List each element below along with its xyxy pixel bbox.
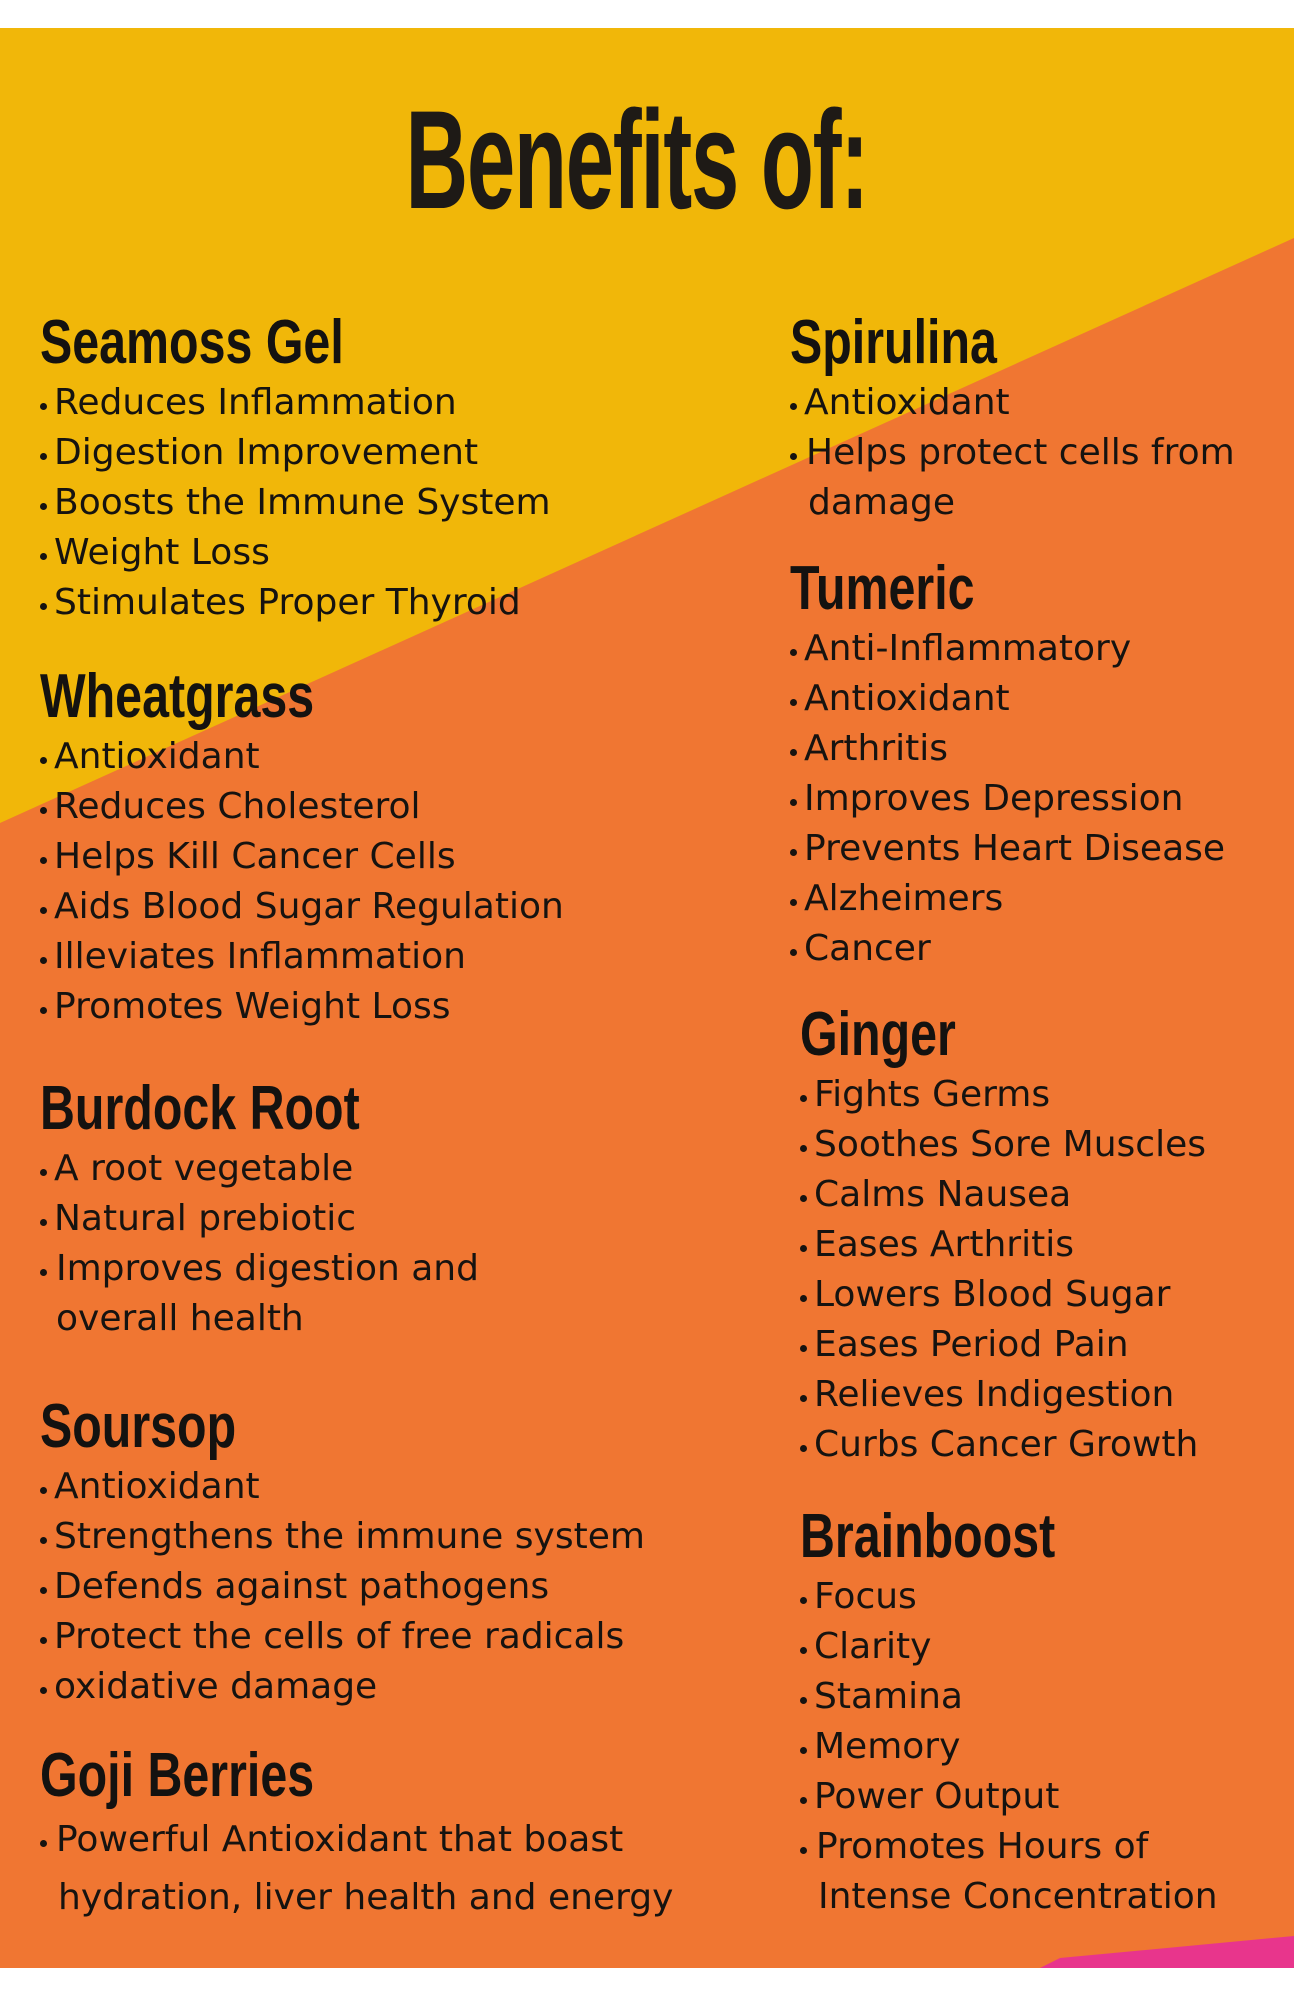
list-item: Antioxidant bbox=[790, 378, 1235, 428]
list-item-line: overall health bbox=[56, 1298, 304, 1339]
section-goji-berries bbox=[40, 1741, 673, 1927]
list-item: Soothes Sore Muscles bbox=[800, 1120, 1206, 1170]
section-heading: Ginger bbox=[800, 1000, 956, 1069]
list-item: Alzheimers bbox=[790, 874, 1225, 924]
benefit-list bbox=[790, 624, 1225, 974]
list-item-line: Helps protect cells from bbox=[806, 432, 1235, 473]
list-item: Reduces Cholesterol bbox=[40, 782, 564, 832]
list-item-line: damage bbox=[808, 482, 956, 523]
list-item: Prevents Heart Disease bbox=[790, 824, 1225, 874]
list-item: Antioxidant bbox=[790, 674, 1225, 724]
list-item: Eases Arthritis bbox=[800, 1220, 1206, 1270]
list-item: oxidative damage bbox=[40, 1662, 645, 1712]
list-item: Aids Blood Sugar Regulation bbox=[40, 882, 564, 932]
list-item: Protect the cells of free radicals bbox=[40, 1612, 645, 1662]
list-item: Reduces Inflammation bbox=[40, 378, 551, 428]
list-item: Lowers Blood Sugar bbox=[800, 1270, 1206, 1320]
list-item bbox=[790, 428, 1235, 528]
list-item: Illeviates Inflammation bbox=[40, 932, 564, 982]
section-soursop bbox=[40, 1392, 645, 1712]
benefit-list bbox=[800, 1070, 1206, 1470]
section-seamoss-gel bbox=[40, 308, 551, 628]
list-item bbox=[800, 1822, 1218, 1922]
list-item: Stamina bbox=[800, 1672, 1218, 1722]
list-item: Curbs Cancer Growth bbox=[800, 1420, 1206, 1470]
list-item-line: hydration, liver health and energy bbox=[58, 1877, 674, 1918]
poster bbox=[0, 28, 1294, 1968]
section-spirulina bbox=[790, 308, 1235, 528]
benefit-list bbox=[800, 1572, 1218, 1922]
list-item: Arthritis bbox=[790, 724, 1225, 774]
list-item: Weight Loss bbox=[40, 528, 551, 578]
list-item: Stimulates Proper Thyroid bbox=[40, 578, 551, 628]
section-heading: Brainboost bbox=[800, 1502, 1056, 1571]
list-item: Memory bbox=[800, 1722, 1218, 1772]
list-item: Cancer bbox=[790, 924, 1225, 974]
list-item: Boosts the Immune System bbox=[40, 478, 551, 528]
benefit-list bbox=[40, 378, 551, 628]
list-item: Clarity bbox=[800, 1622, 1218, 1672]
section-tumeric bbox=[790, 554, 1225, 974]
section-heading: Goji Berries bbox=[40, 1741, 315, 1810]
list-item: Natural prebiotic bbox=[40, 1194, 479, 1244]
list-item bbox=[40, 1244, 479, 1344]
list-item-line: Promotes Hours of bbox=[816, 1826, 1149, 1867]
list-item: Helps Kill Cancer Cells bbox=[40, 832, 564, 882]
list-item bbox=[40, 1811, 673, 1927]
section-heading: Tumeric bbox=[790, 554, 975, 623]
list-item: Relieves Indigestion bbox=[800, 1370, 1206, 1420]
list-item-line: Improves digestion and bbox=[56, 1248, 479, 1289]
list-item: Improves Depression bbox=[790, 774, 1225, 824]
section-heading: Wheatgrass bbox=[40, 662, 315, 731]
section-burdock-root bbox=[40, 1074, 479, 1344]
section-heading: Spirulina bbox=[790, 308, 997, 377]
list-item: Fights Germs bbox=[800, 1070, 1206, 1120]
list-item: Strengthens the immune system bbox=[40, 1512, 645, 1562]
benefit-list bbox=[790, 378, 1235, 528]
list-item: Eases Period Pain bbox=[800, 1320, 1206, 1370]
list-item: Promotes Weight Loss bbox=[40, 982, 564, 1032]
list-item: Digestion Improvement bbox=[40, 428, 551, 478]
section-heading: Soursop bbox=[40, 1392, 237, 1461]
list-item-line: Intense Concentration bbox=[818, 1876, 1218, 1917]
section-wheatgrass bbox=[40, 662, 564, 1032]
list-item: Defends against pathogens bbox=[40, 1562, 645, 1612]
page-title: Benefits of: bbox=[405, 81, 868, 238]
benefit-list bbox=[40, 1811, 673, 1927]
list-item: Antioxidant bbox=[40, 1462, 645, 1512]
list-item: Focus bbox=[800, 1572, 1218, 1622]
list-item: Antioxidant bbox=[40, 732, 564, 782]
list-item: Power Output bbox=[800, 1772, 1218, 1822]
list-item-line: Powerful Antioxidant that boast bbox=[56, 1819, 624, 1860]
benefit-list bbox=[40, 732, 564, 1032]
list-item: Calms Nausea bbox=[800, 1170, 1206, 1220]
section-heading: Seamoss Gel bbox=[40, 308, 344, 377]
benefit-list bbox=[40, 1462, 645, 1712]
benefit-list bbox=[40, 1144, 479, 1344]
section-brainboost bbox=[800, 1502, 1218, 1922]
section-heading: Burdock Root bbox=[40, 1074, 360, 1143]
section-ginger bbox=[800, 1000, 1206, 1470]
list-item: A root vegetable bbox=[40, 1144, 479, 1194]
list-item: Anti-Inflammatory bbox=[790, 624, 1225, 674]
